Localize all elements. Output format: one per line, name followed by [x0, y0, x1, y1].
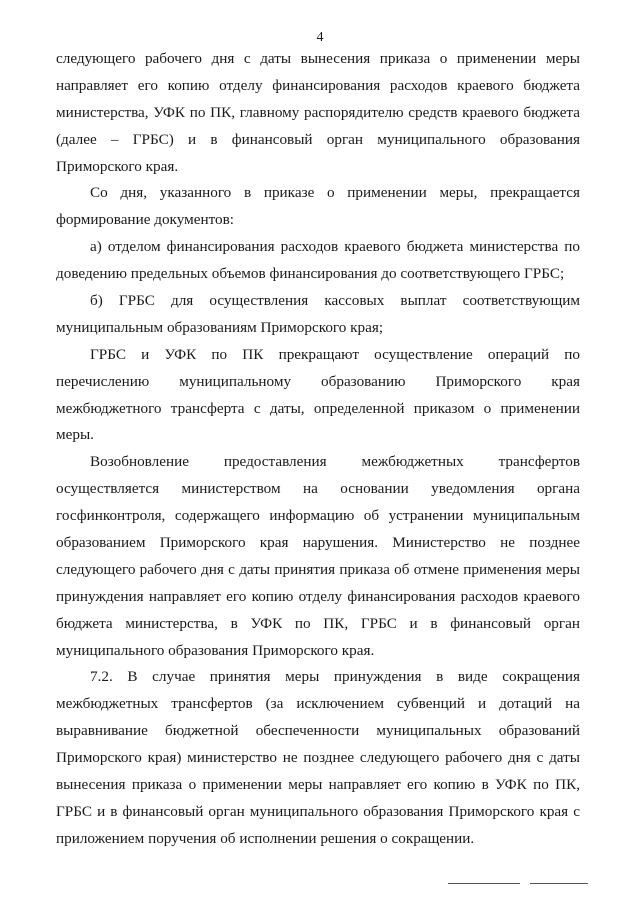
text-line: выравнивание бюджетной обеспеченности муниципальных образований: [56, 722, 580, 740]
footer-rule-left: [448, 883, 520, 884]
text-line: б) ГРБС для осуществления кассовых выплат соответствующим: [90, 292, 580, 310]
text-line: Приморского края.: [56, 157, 179, 175]
text-line: 7.2. В случае принятия меры принуждения в виде сокращения: [90, 668, 580, 686]
text-line: Со дня, указанного в приказе о применении меры, прекращается: [90, 184, 580, 202]
text-line: а) отделом финансирования расходов краевого бюджета министерства по: [90, 238, 580, 256]
text-line: приложением поручения об исполнении решения о сокращении.: [56, 829, 475, 847]
text-line: (далее – ГРБС) и в финансовый орган муниципального образования: [56, 130, 580, 148]
text-line: принуждения направляет его копию отделу финансирования расходов краевого: [56, 587, 580, 605]
text-line: меры.: [56, 426, 94, 444]
text-line: формирование документов:: [56, 211, 235, 229]
text-line: направляет его копию отделу финансирования расходов краевого бюджета: [56, 76, 580, 94]
text-line: образованием Приморского края нарушения. Министерство не позднее: [56, 534, 580, 552]
text-line: муниципального образования Приморского края.: [56, 641, 375, 659]
text-line: осуществляется министерством на основании уведомления органа: [56, 480, 580, 498]
text-line: Возобновление предоставления межбюджетных трансфертов: [90, 453, 580, 471]
text-line: министерства, УФК по ПК, главному распорядителю средств краевого бюджета: [56, 103, 580, 121]
text-line: перечислению муниципальному образованию Приморского края: [56, 372, 580, 390]
document-body: [56, 46, 580, 853]
text-line: ГРБС и УФК по ПК прекращают осуществление операций по: [90, 345, 580, 363]
text-line: муниципальным образованиям Приморского края;: [56, 318, 384, 336]
text-line: госфинконтроля, содержащего информацию об устранении муниципальным: [56, 507, 580, 525]
footer-rule-right: [530, 883, 588, 884]
text-line: следующего рабочего дня с даты вынесения приказа о применении меры: [56, 50, 580, 67]
text-line: вынесения приказа о применении меры направляет его копию в УФК по ПК,: [56, 776, 580, 794]
page-number: 4: [316, 30, 324, 45]
text-line: ГРБС и в финансовый орган муниципального образования Приморского края с: [56, 802, 580, 820]
text-line: бюджета министерства, в УФК по ПК, ГРБС и в финансовый орган: [56, 614, 580, 632]
text-line: межбюджетных трансфертов (за исключением субвенций и дотаций на: [56, 695, 580, 713]
text-line: доведению предельных объемов финансирования до соответствующего ГРБС;: [56, 265, 565, 283]
text-line: Приморского края) министерство не позднее следующего рабочего дня с даты: [56, 749, 580, 767]
text-line: межбюджетного трансферта с даты, определенной приказом о применении: [56, 399, 580, 417]
text-line: следующего рабочего дня с даты принятия приказа об отмене применения меры: [56, 560, 580, 578]
